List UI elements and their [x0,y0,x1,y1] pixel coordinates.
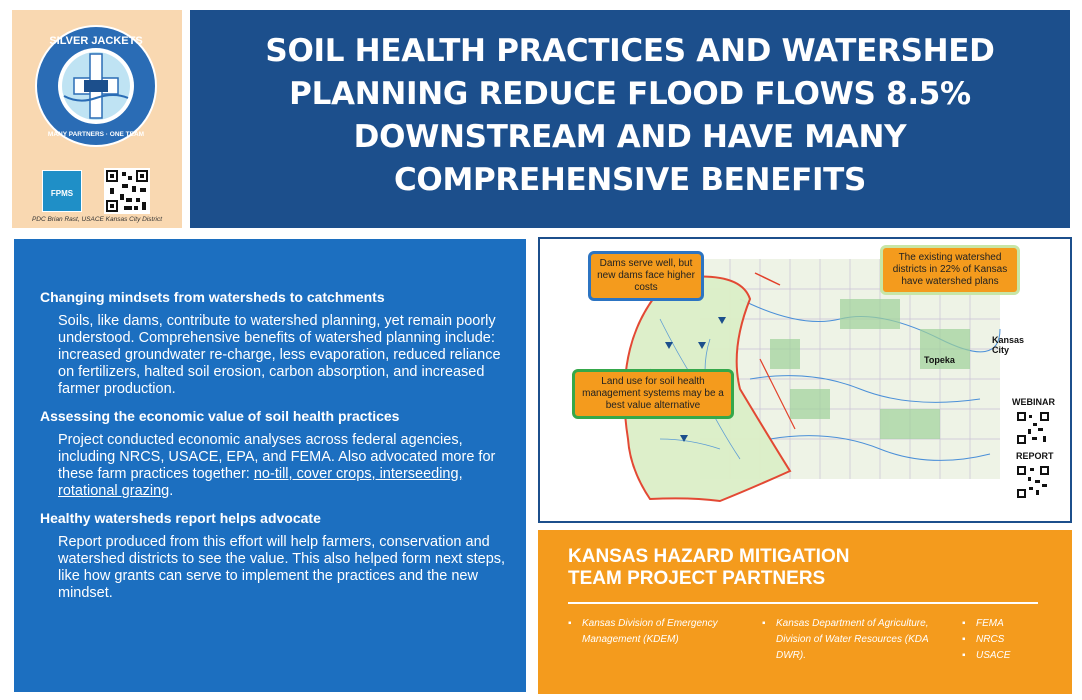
partners-column-2 [762,616,932,664]
partners-column-1 [568,616,728,648]
page-title: SOIL HEALTH PRACTICES AND WATERSHED PLANNING REDUCE FLOOD FLOWS 8.5% DOWNSTREAM AND HAVE MANY COMPREHENSIVE BENEFITS [265,33,995,198]
partner-kdem: ▪ Kansas Division of Emergency Management (KDEM) [568,616,728,648]
section-body-3: Report produced from this effort will help farmers, conservation and watershed districts to see the value. This also helped form next steps, like how grants can serve to implement the practices and the new mindset. [58,534,506,601]
label-topeka: Topeka [924,355,955,365]
partners-column-3 [962,616,1042,664]
section-body-2-text: Project conducted economic analyses across federal agencies, including NRCS, USACE, EPA, and FEMA. Also advocated more for these farm practices together: [58,432,496,482]
section-heading-3: Healthy watersheds report helps advocate [40,510,321,526]
partners-title [568,546,849,590]
farm-practices-list: no-till, cover crops, interseeding, rotational grazing [58,466,463,499]
section-body-2 [40,432,520,500]
partner-usace: ▪ USACE [962,648,1042,664]
credit-line: PDC Brian Rast, USACE Kansas City District [31,216,163,223]
section-heading-1: Changing mindsets from watersheds to catchments [40,289,385,305]
callout-land-use: Land use for soil health management systems may be a best value alternative [572,369,734,419]
section-heading-2: Assessing the economic value of soil health practices [40,408,400,424]
partner-nrcs: ▪ NRCS [962,632,1042,648]
fpms-label: FPMS [50,189,74,198]
silver-jackets-logo [34,24,158,148]
partner-kda-dwr: ▪ Kansas Department of Agriculture, Division of Water Resources (KDA DWR). [762,616,932,664]
partners-title-line-2: TEAM PROJECT PARTNERS [568,568,826,589]
qr-code-icon[interactable] [104,168,150,214]
callout-dams: Dams serve well, but new dams face higher costs [588,251,704,301]
body-panel [12,237,528,694]
section-body-2-tail: . [169,483,174,499]
qr-code-icon[interactable] [1016,411,1050,445]
callout-watershed-districts: The existing watershed districts in 22% of Kansas have watershed plans [880,245,1020,295]
label-kansas-city: Kansas City [992,335,1025,355]
qr-code-icon[interactable] [1016,465,1050,499]
section-body-1: Soils, like dams, contribute to watershed planning, yet remain poorly understood. Comprehensive benefits of watershed planning include: increased groundwater re-charge, less evaporation, reduced reliance on fertilizers, halted soil erosion, carbon absorption, and increased farmer production. [58,313,501,397]
partner-fema: ▪ FEMA [962,616,1042,632]
label-report: REPORT [1016,451,1054,461]
label-webinar: WEBINAR [1012,397,1055,407]
badge-text-bottom: MANY PARTNERS · ONE TEAM [47,131,145,138]
body-text [40,289,520,612]
logo-panel [12,10,182,228]
partners-title-line-1: KANSAS HAZARD MITIGATION [568,546,850,567]
title-panel [190,10,1070,228]
divider [568,602,1038,604]
fpms-logo [42,170,82,212]
map-panel [538,237,1072,523]
partners-panel [538,530,1072,694]
badge-text-top: SILVER JACKETS [49,35,143,47]
